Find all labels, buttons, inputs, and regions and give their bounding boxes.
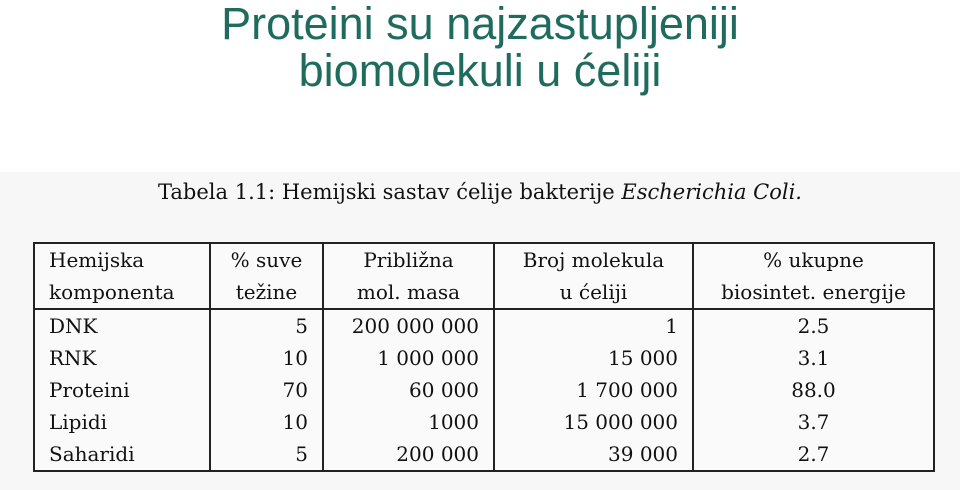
cell-molecule-count: 39 000 — [494, 438, 693, 471]
cell-component: Lipidi — [34, 406, 210, 438]
header-component-line2: komponenta — [34, 276, 210, 309]
table-caption — [0, 180, 960, 204]
header-dry-weight: % suve — [210, 243, 323, 276]
header-energy: % ukupne — [693, 243, 934, 276]
cell-energy: 88.0 — [693, 374, 934, 406]
table-row — [34, 438, 934, 471]
cell-energy: 3.1 — [693, 342, 934, 374]
cell-mol-mass: 1 000 000 — [323, 342, 494, 374]
header-dry-weight-line2: težine — [210, 276, 323, 309]
caption-prefix: Tabela 1.1: Hemijski sastav ćelije bakterije — [158, 180, 622, 204]
header-row-2 — [34, 276, 934, 309]
cell-mol-mass: 200 000 — [323, 438, 494, 471]
caption-organism: Escherichia Coli. — [621, 180, 802, 204]
cell-dry-weight: 10 — [210, 406, 323, 438]
cell-energy: 3.7 — [693, 406, 934, 438]
cell-mol-mass: 1000 — [323, 406, 494, 438]
title-line-2: biomolekuli u ćeliji — [298, 45, 662, 96]
cell-component: RNK — [34, 342, 210, 374]
table-row — [34, 406, 934, 438]
table-row — [34, 342, 934, 374]
header-component: Hemijska — [34, 243, 210, 276]
cell-energy: 2.5 — [693, 309, 934, 342]
header-molecule-count: Broj molekula — [494, 243, 693, 276]
cell-dry-weight: 10 — [210, 342, 323, 374]
composition-table — [33, 242, 935, 472]
cell-dry-weight: 5 — [210, 438, 323, 471]
cell-dry-weight: 5 — [210, 309, 323, 342]
header-mol-mass-line2: mol. masa — [323, 276, 494, 309]
cell-mol-mass: 60 000 — [323, 374, 494, 406]
cell-molecule-count: 1 700 000 — [494, 374, 693, 406]
cell-molecule-count: 15 000 000 — [494, 406, 693, 438]
cell-dry-weight: 70 — [210, 374, 323, 406]
title-line-1: Proteini su najzastupljeniji — [221, 0, 739, 49]
header-row-1 — [34, 243, 934, 276]
cell-molecule-count: 1 — [494, 309, 693, 342]
slide-title — [0, 0, 960, 94]
header-energy-line2: biosintet. energije — [693, 276, 934, 309]
cell-component: Saharidi — [34, 438, 210, 471]
table-row — [34, 374, 934, 406]
cell-mol-mass: 200 000 000 — [323, 309, 494, 342]
cell-component: DNK — [34, 309, 210, 342]
cell-energy: 2.7 — [693, 438, 934, 471]
cell-component: Proteini — [34, 374, 210, 406]
cell-molecule-count: 15 000 — [494, 342, 693, 374]
header-mol-mass: Približna — [323, 243, 494, 276]
table-row — [34, 309, 934, 342]
header-molecule-count-line2: u ćeliji — [494, 276, 693, 309]
